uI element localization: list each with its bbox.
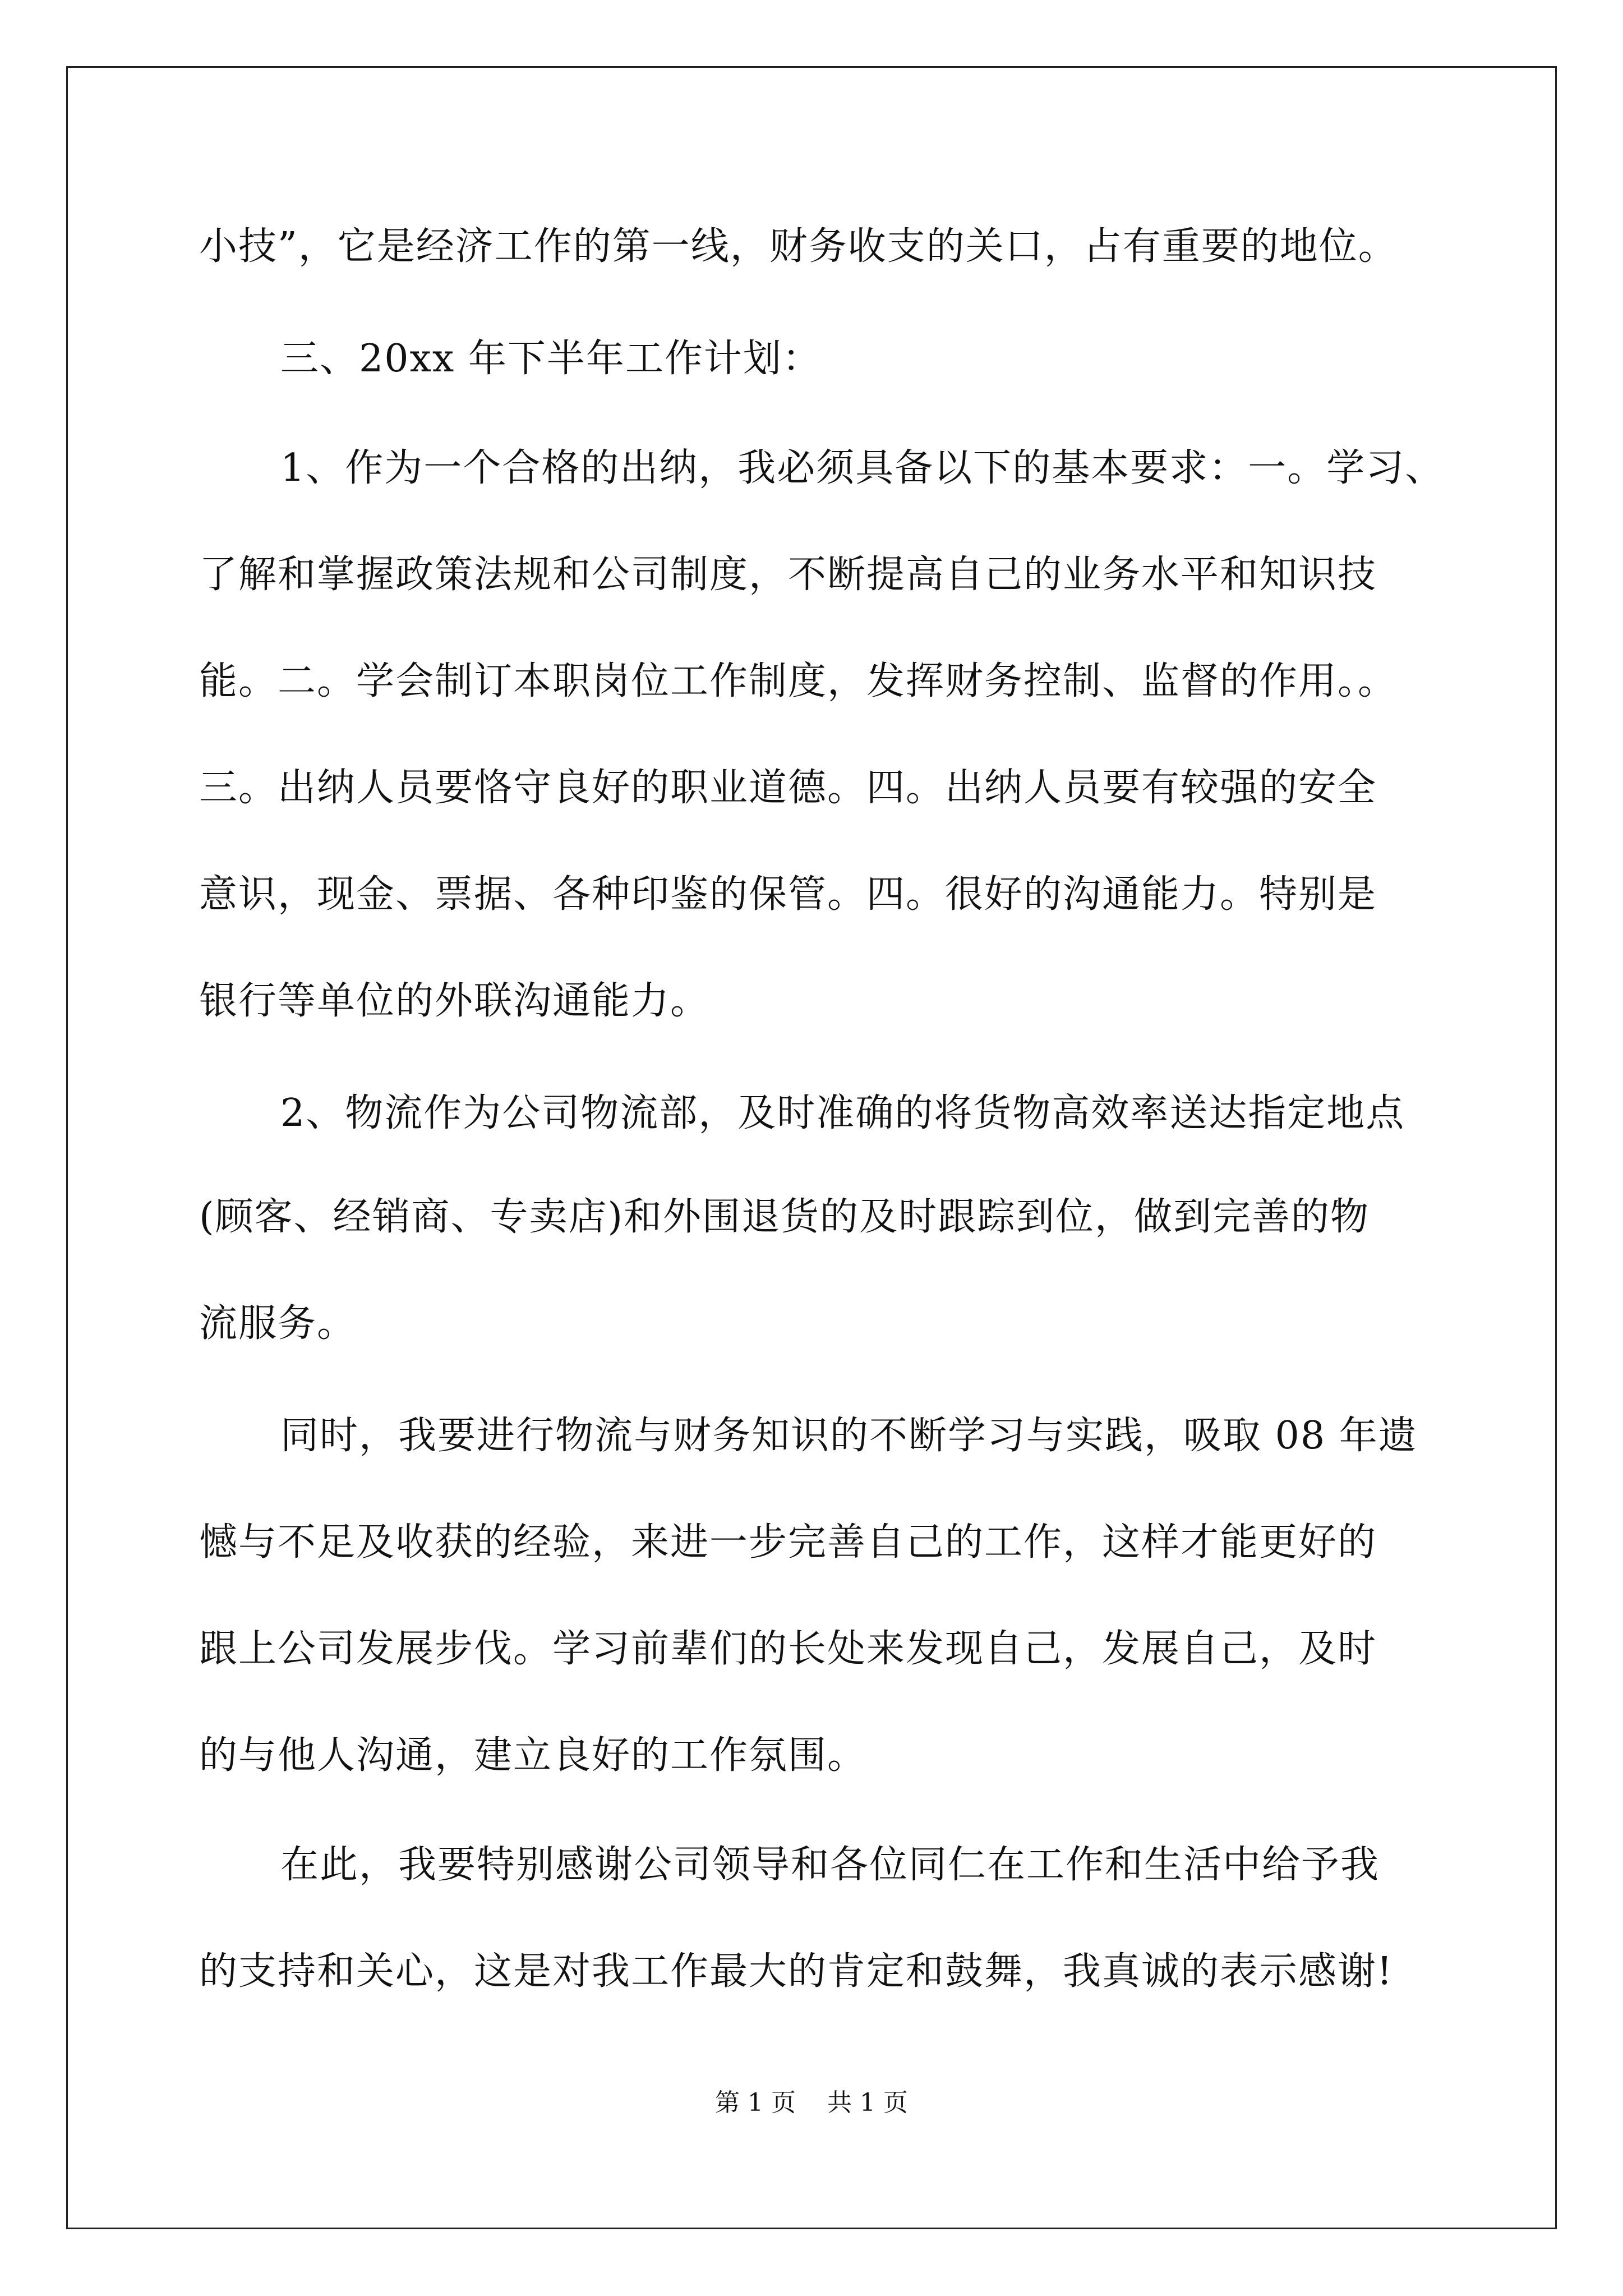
text-line-10: (顾客、经销商、专卖店)和外围退货的及时跟踪到位，做到完善的物 (199, 1195, 1370, 1239)
text-line-9: 2、物流作为公司物流部，及时准确的将货物高效率送达指定地点 (280, 1091, 1405, 1135)
text-line-11: 流服务。 (199, 1301, 357, 1346)
text-line-12: 同时，我要进行物流与财务知识的不断学习与实践，吸取 08 年遗 (280, 1414, 1418, 1458)
text-line-16: 在此，我要特别感谢公司领导和各位同仁在工作和生活中给予我 (280, 1843, 1380, 1887)
page-number-footer: 第 1 页 共 1 页 (715, 2088, 908, 2117)
text-line-3: 1、作为一个合格的出纳，我必须具备以下的基本要求：一。学习、 (280, 446, 1445, 490)
text-line-14: 跟上公司发展步伐。学习前辈们的长处来发现自己，发展自己，及时 (199, 1627, 1377, 1671)
text-line-15: 的与他人沟通，建立良好的工作氛围。 (199, 1733, 867, 1778)
text-line-8: 银行等单位的外联沟通能力。 (199, 979, 710, 1023)
text-line-1: 小技”，它是经济工作的第一线，财务收支的关口，占有重要的地位。 (199, 224, 1398, 269)
section-heading-plan: 三、20xx 年下半年工作计划： (280, 337, 822, 381)
text-line-17: 的支持和关心，这是对我工作最大的肯定和鼓舞，我真诚的表示感谢! (199, 1949, 1394, 1994)
page-border (66, 66, 1557, 2229)
text-line-4: 了解和掌握政策法规和公司制度，不断提高自己的业务水平和知识技 (199, 553, 1377, 597)
text-line-7: 意识，现金、票据、各种印鉴的保管。四。很好的沟通能力。特别是 (199, 872, 1377, 917)
text-line-5: 能。二。学会制订本职岗位工作制度，发挥财务控制、监督的作用。。 (199, 659, 1398, 703)
text-line-13: 憾与不足及收获的经验，来进一步完善自己的工作，这样才能更好的 (199, 1520, 1377, 1565)
text-line-6: 三。出纳人员要恪守良好的职业道德。四。出纳人员要有较强的安全 (199, 766, 1377, 810)
